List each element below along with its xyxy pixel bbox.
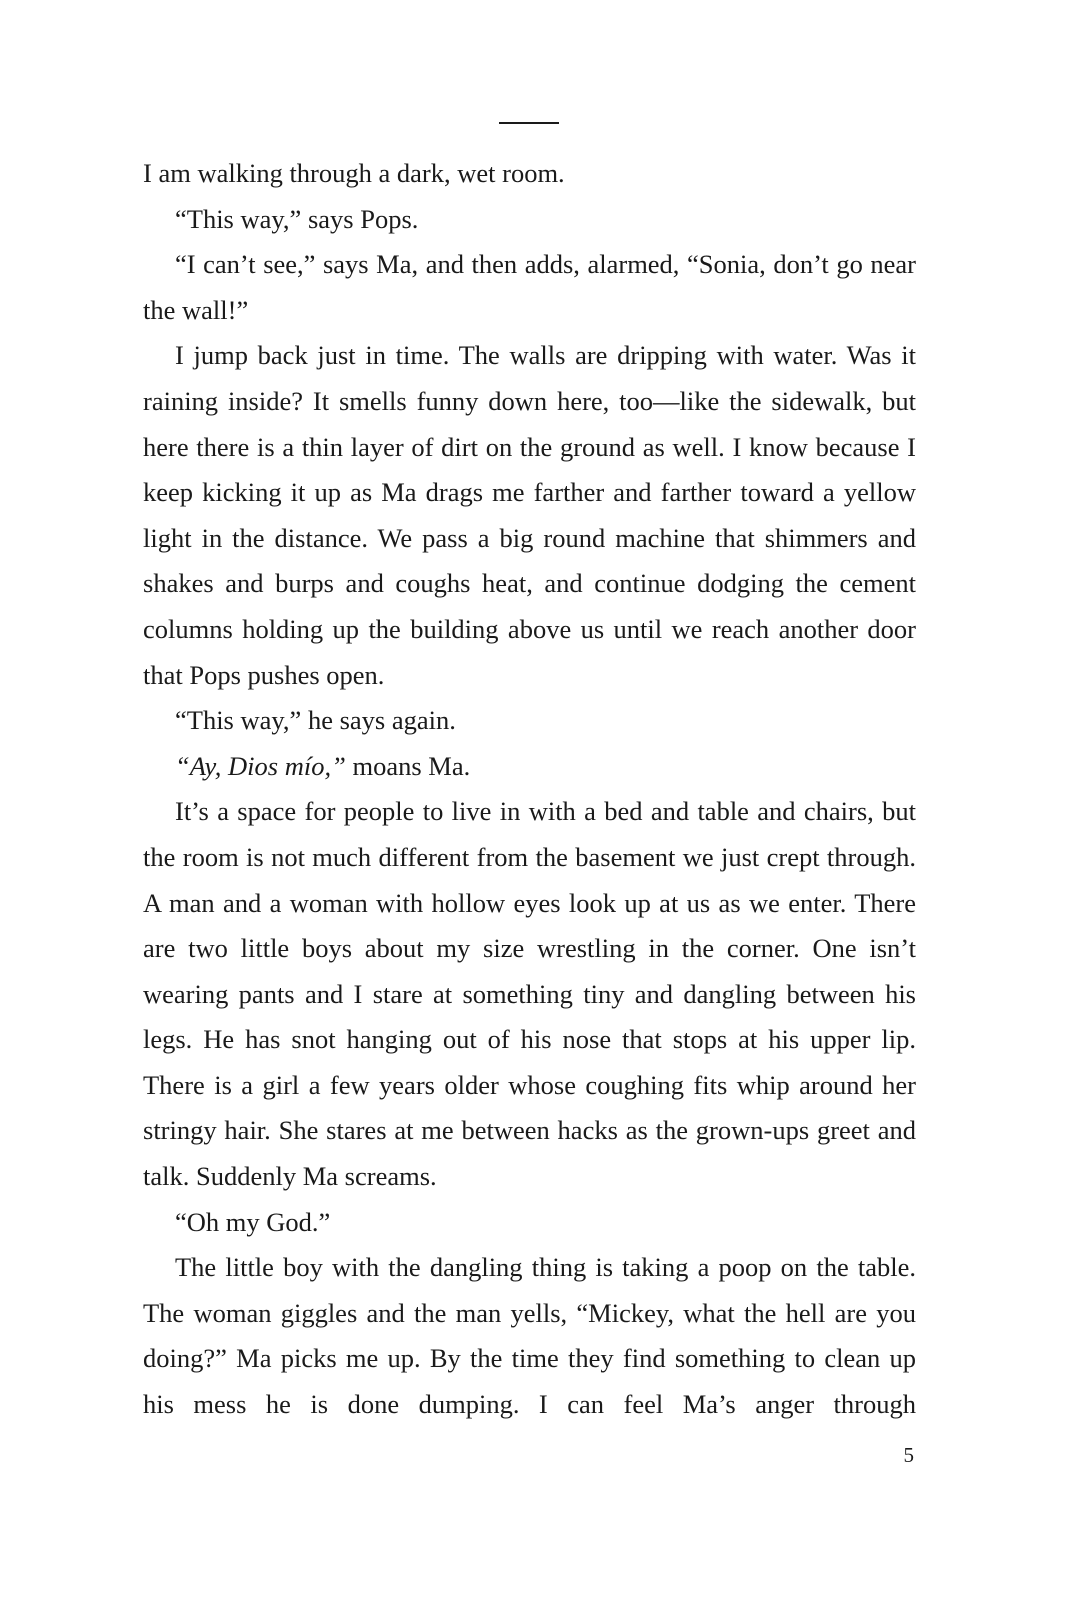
italic-phrase: “Ay, Dios mío,” — [175, 750, 346, 781]
paragraph: “Ay, Dios mío,” moans Ma. — [175, 750, 471, 781]
paragraph: I jump back just in time. The walls are dripping with water. Was it raining inside? It smells funny down here, too—like the sidewalk, but here there is a thin layer of dirt on the ground as well. I know because I keep kicking it up as Ma drags me farther and farther toward a yellow light in the distance. We pass a big round machine that shimmers and shakes and burps and coughs heat, and continue dodging the cement columns holding up the building above us until we reach another door that Pops pushes open. — [143, 340, 916, 690]
paragraph: “This way,” he says again. — [175, 705, 456, 736]
paragraph: “I can’t see,” says Ma, and then adds, alarmed, “Sonia, don’t go near the wall!” — [143, 249, 916, 325]
paragraph: The little boy with the dangling thing is taking a poop on the table. The woman giggles and the man yells, “Mickey, what the hell are you doing?” Ma picks me up. By the time they find something to clean up his mess he is done dumping. I can feel Ma’s anger through — [143, 1252, 916, 1420]
body-text — [143, 151, 916, 1428]
paragraph: I am walking through a dark, wet room. — [143, 158, 565, 188]
paragraph: “Oh my God.” — [175, 1206, 331, 1237]
paragraph: “This way,” says Pops. — [175, 203, 419, 234]
page-number: 5 — [903, 1443, 914, 1467]
section-break-rule — [499, 122, 559, 124]
paragraph: It’s a space for people to live in with a bed and table and chairs, but the room is not much different from the basement we just crept through. A man and a woman with hollow eyes look up at us as we enter. There are two little boys about my size wrestling in the corner. One isn’t wearing pants and I stare at something tiny and dangling between his legs. He has snot hanging out of his nose that stops at his upper lip. There is a girl a few years older whose coughing fits whip around her stringy hair. She stares at me between hacks as the grown-ups greet and talk. Suddenly Ma screams. — [143, 796, 916, 1192]
